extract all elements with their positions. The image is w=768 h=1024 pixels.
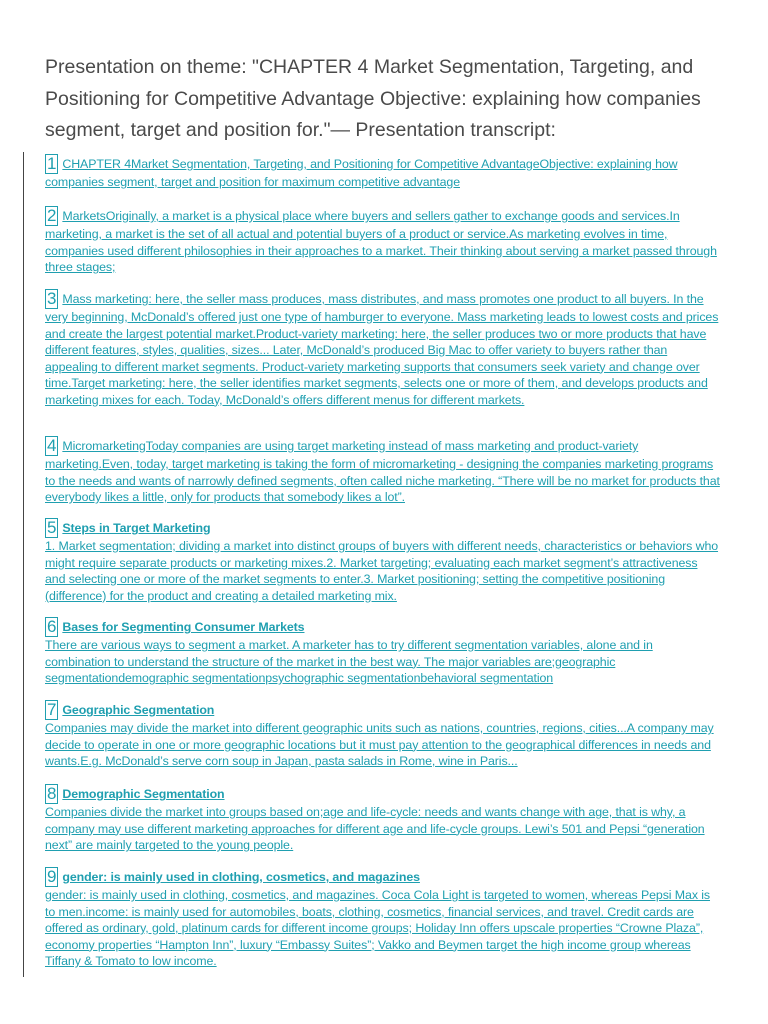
slide-3[interactable] xyxy=(45,289,720,408)
slide-number: 3 xyxy=(47,289,57,308)
slide-6[interactable] xyxy=(45,617,720,687)
slide-number: 1 xyxy=(47,154,57,173)
slide-title: Demographic Segmentation xyxy=(62,787,225,801)
slide-number: 8 xyxy=(47,784,57,803)
slide-body: Companies divide the market into groups based on;age and life-cycle: needs and wants change with age, that is why, a company may use different marketing approaches for different age and life-cycle groups. Lewi’s 501 and Pepsi “generation next” are mainly targeted to the young people. xyxy=(45,805,705,852)
slide-body: Companies may divide the market into different geographic units such as nations, countries, regions, cities...A company may decide to operate in one or more geographic locations but it must pay attention to the geographical differences in needs and wants.E.g. McDonald’s serve corn soup in Japan, pasta salads in Rome, wine in Paris... xyxy=(45,721,714,768)
slide-4[interactable] xyxy=(45,436,720,506)
slide-text: CHAPTER 4Market Segmentation, Targeting, and Positioning for Competitive AdvantageObjective: explaining how companies segment, target and position for maximum competitive advantage xyxy=(45,157,678,189)
slide-text: MarketsOriginally, a market is a physical place where buyers and sellers gather to exchange goods and services.In marketing, a market is the set of all actual and potential buyers of a product or service.As marketing evolves in time, companies used different philosophies in their approaches to a market. Their thinking about serving a market passed through three stages; xyxy=(45,209,717,274)
left-rule-divider xyxy=(23,152,24,977)
slide-2[interactable] xyxy=(45,206,720,276)
slide-7[interactable] xyxy=(45,700,720,770)
slide-body: gender: is mainly used in clothing, cosmetics, and magazines. Coca Cola Light is targeted to women, whereas Pepsi Max is to men.income: is mainly used for automobiles, boats, clothing, cosmetics, financial services, and travel. Credit cards are offered as ordinary, gold, platinum cards for different income groups; Holiday Inn offers upscale properties “Crowne Plaza”, economy properties “Hampton Inn”, luxury “Embassy Suites”; Vakko and Beymen target the high income group whereas Tiffany & Tomato to low income. xyxy=(45,888,711,968)
slide-5[interactable] xyxy=(45,518,720,604)
slide-1[interactable] xyxy=(45,154,720,191)
slide-text: MicromarketingToday companies are using target marketing instead of mass marketing and product-variety marketing.Even, today, target marketing is taking the form of micromarketing - designing the companies marketing programs to the needs and wants of narrowly defined segments, often called niche marketing. “There will be no market for products that everybody likes a little, only for products that somebody likes a lot”. xyxy=(45,439,720,504)
slide-number: 2 xyxy=(47,206,57,225)
slide-body: 1. Market segmentation; dividing a market into distinct groups of buyers with different needs, characteristics or behaviors who might require separate products or marketing mixes.2. Market targeting; evaluating each market segment’s attractiveness and selecting one or more of the market segments to enter.3. Market positioning; setting the competitive positioning (difference) for the product and creating a detailed marketing mix. xyxy=(45,539,719,603)
slide-text: Mass marketing: here, the seller mass produces, mass distributes, and mass promotes one product to all buyers. In the very beginning, McDonald’s offered just one type of hamburger to everyone. Mass marketing leads to lowest costs and prices and create the largest potential market.Product-variety marketing: here, the seller produces two or more products that have different features, styles, qualities, sizes... Later, McDonald’s produced Big Mac to offer variety to buyers rather than appealing to different market segments. Product-variety marketing supports that consumers seek variety and change over time.Target marketing: here, the seller identifies market segments, selects one or more of them, and develops products and marketing mixes for each. Today, McDonald’s offers different menus for different markets. xyxy=(45,292,719,407)
slide-number: 7 xyxy=(47,700,57,719)
slide-title: gender: is mainly used in clothing, cosmetics, and magazines xyxy=(62,870,420,884)
slide-body: There are various ways to segment a market. A marketer has to try different segmentation variables, alone and in combination to understand the structure of the market in the best way. The major variables are;geographic segmentationdemographic segmentationpsychographic segmentationbehavioral segmentation xyxy=(45,638,653,685)
slide-title: Geographic Segmentation xyxy=(62,703,215,717)
slide-number: 5 xyxy=(47,518,57,537)
slide-9[interactable] xyxy=(45,867,720,970)
slide-title: Steps in Target Marketing xyxy=(62,521,211,535)
slide-title: Bases for Segmenting Consumer Markets xyxy=(62,620,305,634)
slide-8[interactable] xyxy=(45,784,720,854)
slide-number: 9 xyxy=(47,867,57,886)
slide-number: 4 xyxy=(47,436,57,455)
page-title: Presentation on theme: "CHAPTER 4 Market Segmentation, Targeting, and Positioning for Competitive Advantage Objective: explaining how companies segment, target and position for."— Presentation transcript: xyxy=(45,56,701,141)
slide-number: 6 xyxy=(47,617,57,636)
